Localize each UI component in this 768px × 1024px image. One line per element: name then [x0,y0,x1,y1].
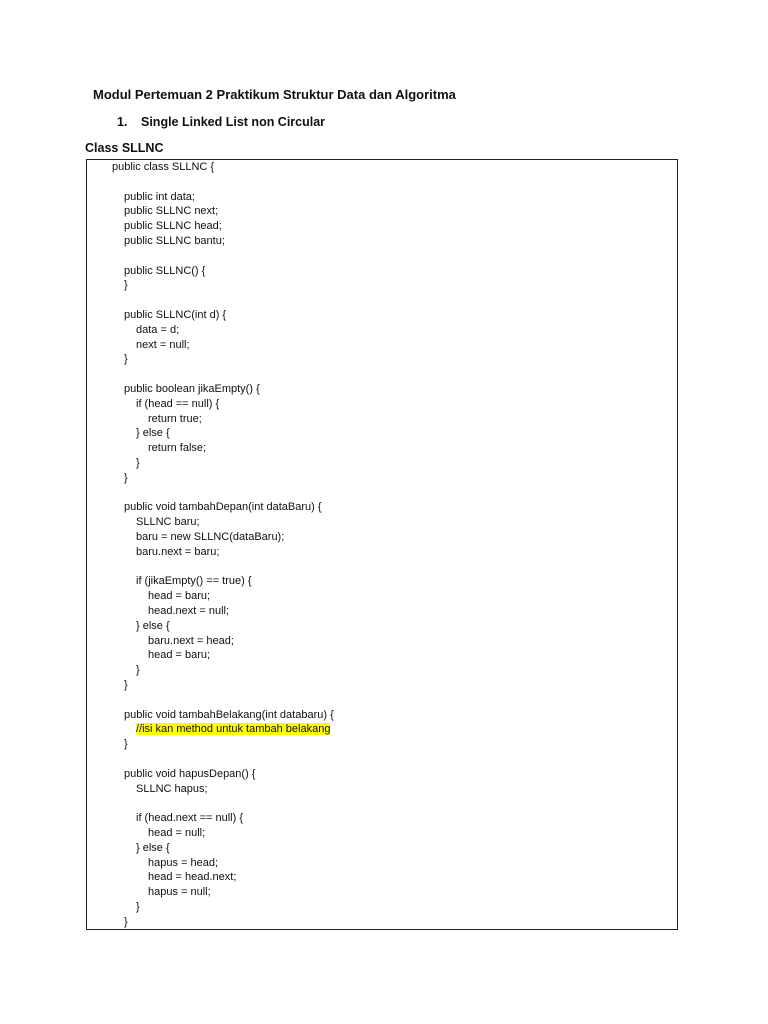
code-line: next = null; [136,338,190,351]
code-line: } else { [136,841,170,854]
code-line: public void hapusDepan() { [124,767,256,780]
code-line: hapus = head; [148,856,219,869]
code-line: } [136,664,140,677]
code-line: head = head.next; [148,871,237,884]
code-line: baru.next = baru; [136,545,220,558]
code-line: } [124,915,128,928]
code-line [136,722,330,737]
code-line: public SLLNC next; [124,205,219,218]
code-line: } else { [136,427,170,440]
code-line: public void tambahDepan(int dataBaru) { [124,501,322,514]
code-line: } [124,679,128,691]
document-title: Modul Pertemuan 2 Praktikum Struktur Data dan Algoritma [93,87,456,102]
code-line: baru = new SLLNC(dataBaru); [136,531,285,543]
code-line: if (head.next == null) { [136,812,244,825]
code-line: public SLLNC bantu; [124,235,225,247]
code-line: return true; [148,412,202,425]
code-line: public SLLNC head; [124,220,222,233]
code-line: head.next = null; [148,605,230,617]
highlighted-comment: //isi kan method untuk tambah belakang [136,723,331,736]
code-line: } [136,457,140,469]
code-line: } [124,353,128,366]
class-label: Class SLLNC [85,141,164,155]
code-line: } [124,279,128,292]
code-line: head = baru; [148,590,211,603]
code-line: public SLLNC(int d) { [124,309,227,321]
code-line: } [136,901,140,913]
code-line: baru.next = head; [148,634,234,647]
code-line: public void tambahBelakang(int databaru) { [124,708,334,721]
code-line: } [124,471,128,484]
section-number: 1. [117,115,128,129]
code-line: if (jikaEmpty() == true) { [136,575,252,588]
code-line: SLLNC hapus; [136,782,208,795]
code-line: public int data; [124,190,195,203]
code-line: head = null; [148,827,206,839]
code-box [86,159,678,930]
code-line: data = d; [136,323,180,336]
code-line: return false; [148,442,207,455]
section-title: Single Linked List non Circular [141,115,326,129]
code-line: public boolean jikaEmpty() { [124,383,260,395]
code-line: public SLLNC() { [124,264,206,277]
code-line: } [124,738,128,751]
code-line: } else { [136,619,170,632]
section-heading [117,115,325,129]
code-line: head = baru; [148,649,211,662]
code-line: hapus = null; [148,886,211,899]
code-line: SLLNC baru; [136,516,200,529]
code-line: public class SLLNC { [112,161,215,173]
code-line: if (head == null) { [136,397,220,410]
